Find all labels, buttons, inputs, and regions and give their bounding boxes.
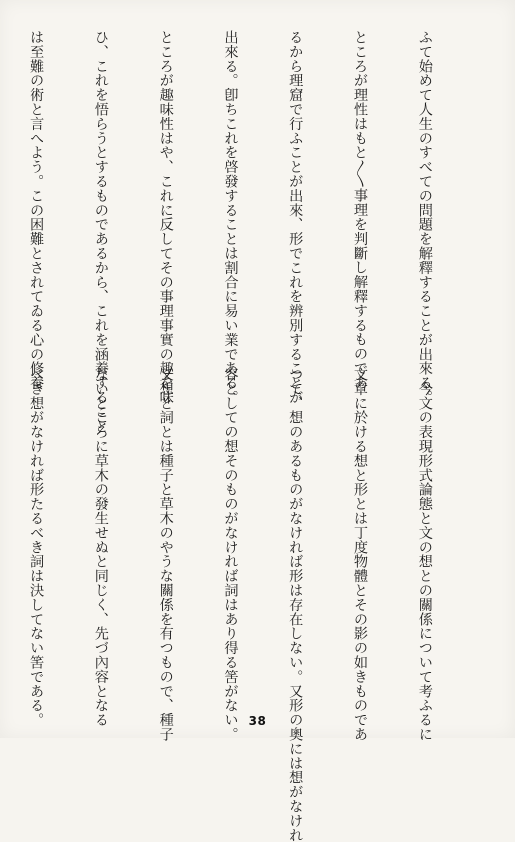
text-line: つて、想のあるものがなければ形は存在しない。又形の奧には想がなけれ — [287, 367, 304, 842]
page-number: 38 — [248, 714, 267, 728]
text-line: ひ、これを悟らうとするものであるから、これを涵養すること — [92, 30, 109, 434]
text-line: 又想と詞とは種子と草木のやうな關係を有つもので、種子 — [157, 367, 174, 742]
text-line: 今文の表現形式論態と文の想との關係について考ふるに — [416, 367, 433, 742]
text-line: るから理窟で行ふことが出來、形でこれを辨別することが — [287, 30, 304, 405]
text-line: ところが趣味性はや、これに反してその事理事實の趣を味 — [157, 30, 174, 405]
text-line: 出來る。卽ちこれを啓發することは割合に易い業である。 — [222, 30, 239, 405]
upper-text-section — [28, 30, 478, 434]
text-line: は至難の術と言へよう。この困難とされてゐる心の修養 — [28, 30, 45, 390]
text-line: べき想がなければ形たるべき詞は決してない筈である。 — [28, 367, 45, 727]
text-line: 文章に於ける想と形とは丁度物體とその影の如きものであ — [352, 367, 369, 742]
text-line: ないところに草木の發生せぬと同じく、先づ內容となる — [92, 367, 109, 727]
text-line: ところが理性はもと〳〵事理を判斷し解釋するものであ — [352, 30, 369, 390]
text-line: 容としての想そのものがなければ詞はあり得る筈がない。 — [222, 367, 239, 742]
text-line: ふて始めて人生のすべての問題を解釋することが出來る。 — [416, 30, 433, 405]
